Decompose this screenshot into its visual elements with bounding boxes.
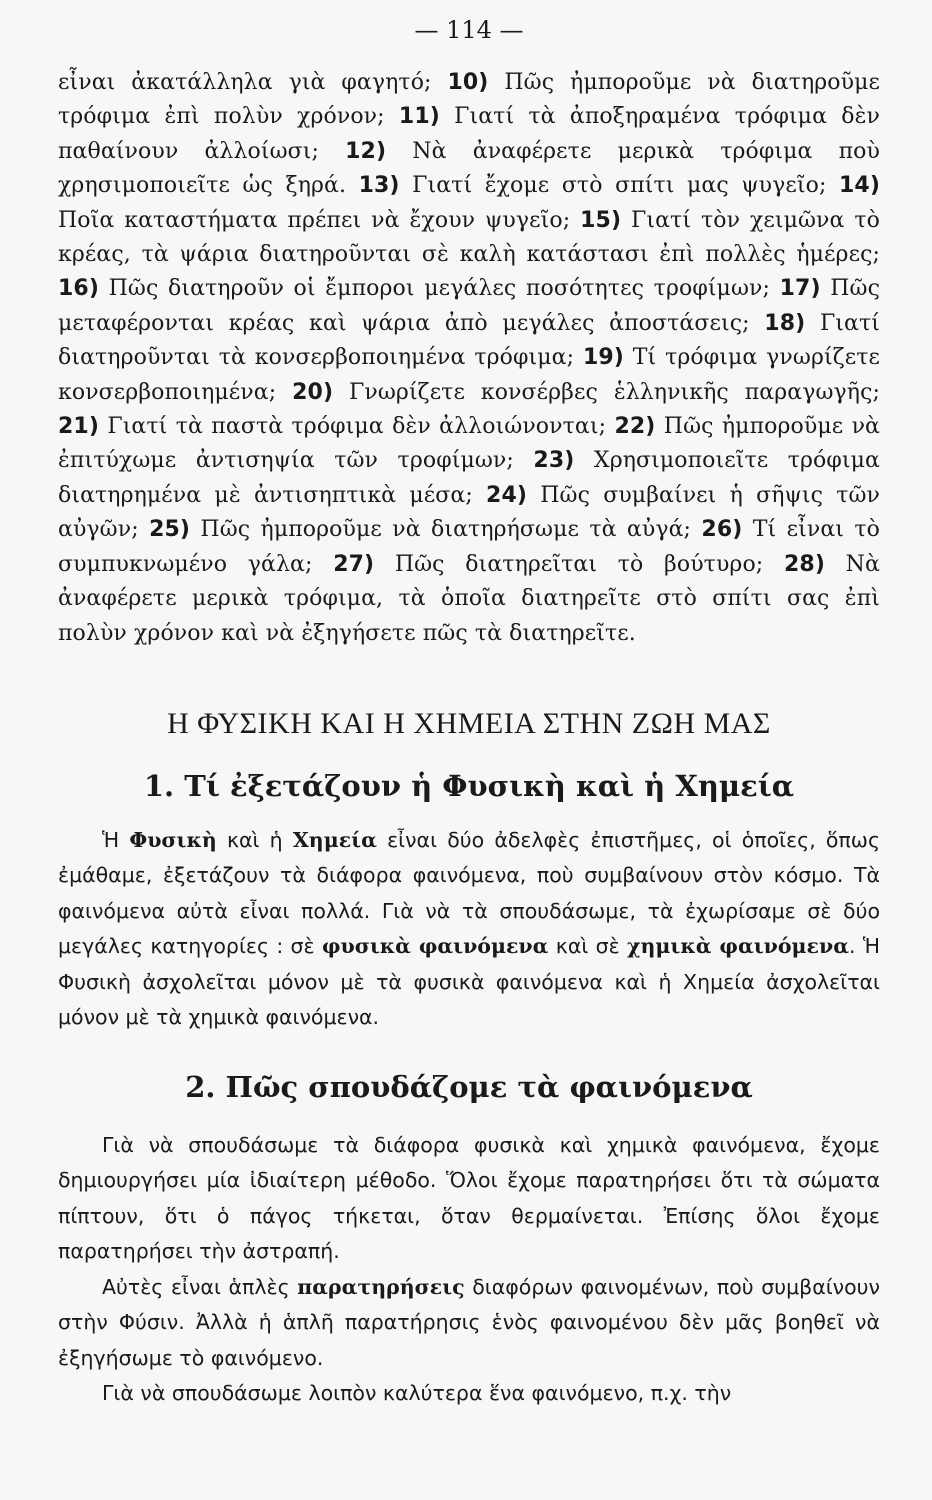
review-questions	[58, 66, 880, 651]
question-text: Γιατί τὰ παστὰ τρόφιμα δὲν ἀλλοιώνονται;	[98, 414, 615, 440]
question-text: Γιατί ἔχομε στὸ σπίτι μας ψυγεῖο;	[399, 173, 840, 199]
section-2-heading: 2. Πῶς σπουδάζομε τὰ φαινόμενα	[185, 1069, 753, 1104]
question-text: Πῶς ἠμποροῦμε νὰ διατηρήσωμε τὰ αὐγά;	[190, 517, 702, 543]
question-text: Πῶς διατηροῦν οἱ ἔμποροι μεγάλες ποσότητες τροφίμων;	[98, 276, 780, 302]
text-run: εἶναι δύο ἀδελφὲς ἐπιστῆμες, οἱ ὁποῖες, ὅπως ἐμάθαμε, ἐξετάζουν τὰ διάφορα φαινόμενα, ποὺ συμβαίνουν στὸν κόσμο. Τὰ φαινόμενα αὐτὰ εἶναι πολλά. Γιὰ νὰ τὰ σπουδάσωμε, τὰ ἐχωρίσαμε σὲ δύο μεγάλες κατηγορίες : σὲ	[58, 827, 881, 959]
question-text: Πῶς διατηρεῖται τὸ βούτυρο;	[374, 551, 785, 577]
text-run: καὶ ἡ	[216, 827, 293, 852]
question-number: 20)	[292, 379, 334, 405]
question-16	[58, 276, 780, 301]
question-21	[58, 414, 614, 439]
question-text: Πῶς μεταφέρονται κρέας καὶ ψάρια ἀπὸ μεγάλες ἀποστάσεις;	[58, 276, 880, 336]
question-number: 14)	[839, 173, 880, 199]
question-text: Γνωρίζετε κονσέρβες ἑλληνικῆς παραγωγῆς;	[333, 379, 880, 405]
question-text: Ποῖα καταστήματα πρέπει νὰ ἔχουν ψυγεῖο;	[58, 207, 581, 233]
question-text: Πῶς ἠμποροῦμε νὰ διατηροῦμε τρόφιμα ἐπὶ πολὺν χρόνον;	[58, 70, 880, 130]
term-chemical-phenomena: χημικὰ φαινόμενα	[627, 934, 850, 959]
question-number: 28)	[784, 551, 825, 577]
question-27	[333, 552, 784, 577]
question-number: 25)	[149, 517, 191, 543]
question-text: Χρησιμοποιεῖτε τρόφιμα διατηρημένα μὲ ἀντισηπτικὰ μέσα;	[58, 448, 880, 508]
question-number: 16)	[58, 276, 99, 302]
question-20	[292, 380, 880, 405]
section-1-paragraph	[58, 823, 880, 1036]
question-25	[149, 517, 701, 542]
question-text: Τί εἶναι τὸ συμπυκνωμένο γάλα;	[58, 517, 880, 577]
page-number: — 114 —	[414, 16, 524, 44]
text-run: Αὐτὲς εἶναι ἁπλὲς	[102, 1274, 298, 1299]
question-text: Πῶς συμβαίνει ἡ σῆψις τῶν αὐγῶν;	[58, 482, 880, 543]
section-2-paragraph-1: Γιὰ νὰ σπουδάσωμε τὰ διάφορα φυσικὰ καὶ χημικὰ φαινόμενα, ἔχομε δημιουργήσει μία ἰδιαίτερη μέθοδο. Ὅλοι ἔχομε παρατηρήσει ὅτι τὰ σώματα πίπτουν, ὅτι ὁ πάγος τήκεται, ὅταν θερμαίνεται. Ἐπίσης ὅλοι ἔχομε παρατηρήσει τὴν ἀστραπή.	[58, 1132, 880, 1264]
question-text: Γιατί τὸν χειμῶνα τὸ κρέας, τὰ ψάρια διατηροῦνται σὲ καλὴ κατάστασι ἐπὶ πολλὲς ἡμέρες;	[58, 207, 880, 268]
question-number: 17)	[779, 276, 821, 302]
text-run: Ἡ	[102, 827, 130, 852]
question-number: 12)	[345, 138, 387, 164]
question-number: 11)	[398, 104, 440, 130]
section-2-paragraph-3: Γιὰ νὰ σπουδάσωμε λοιπὸν καλύτερα ἕνα φαινόμενο, π.χ. τὴν	[102, 1381, 732, 1406]
question-number: 22)	[614, 414, 656, 440]
section-2-paragraph-2	[58, 1270, 880, 1377]
question-number: 15)	[580, 207, 622, 233]
question-number: 18)	[764, 310, 806, 336]
text-run: . Ἡ Φυσικὴ ἀσχολεῖται μόνον μὲ τὰ φυσικὰ φαινόμενα καὶ ἡ Χημεία ἀσχολεῖται μόνον μὲ τὰ χημικὰ φαινόμενα.	[58, 934, 880, 1030]
question-number: 10)	[447, 70, 489, 95]
question-text: Νὰ ἀναφέρετε μερικὰ τρόφιμα, τὰ ὁποῖα διατηρεῖτε στὸ σπίτι σας ἐπὶ πολὺν χρόνον καὶ νὰ ἐξηγήσετε πῶς τὰ διατηρεῖτε.	[58, 551, 880, 646]
term-observations: παρατηρήσεις	[297, 1274, 465, 1299]
section-1-heading: 1. Τί ἐξετάζουν ἡ Φυσικὴ καὶ ἡ Χημεία	[143, 768, 795, 803]
question-text: Πῶς ἠμποροῦμε νὰ ἐπιτύχωμε ἀντισηψία τῶν τροφίμων;	[58, 414, 880, 474]
text-run: διαφόρων φαινομένων, ποὺ συμβαίνουν στὴν Φύσιν. Ἀλλὰ ἡ ἁπλῆ παρατήρησις ἑνὸς φαινομένου δὲν μᾶς βοηθεῖ νὰ ἐξηγήσωμε τὸ φαινόμενο.	[58, 1274, 880, 1370]
question-number: 23)	[533, 448, 575, 474]
question-number: 26)	[701, 517, 743, 543]
term-physical-phenomena: φυσικὰ φαινόμενα	[321, 934, 549, 959]
question-number: 27)	[333, 551, 375, 577]
question-number: 21)	[58, 414, 99, 440]
question-13	[359, 173, 839, 198]
chapter-title: Η ΦΥΣΙΚΗ ΚΑΙ Η ΧΗΜΕΙΑ ΣΤΗΝ ΖΩΗ ΜΑΣ	[167, 706, 771, 740]
term-chemistry: Χημεία	[292, 827, 377, 852]
question-text: Γιατί διατηροῦνται τὰ κονσερβοποιημένα τρόφιμα;	[58, 310, 880, 371]
question-text: Νὰ ἀναφέρετε μερικὰ τρόφιμα ποὺ χρησιμοποιεῖτε ὡς ξηρά.	[58, 138, 880, 199]
text-run: καὶ σὲ	[548, 934, 628, 959]
question-continuation: εἶναι ἀκατάλληλα γιὰ φαγητό;	[58, 70, 448, 95]
question-text: Γιατί τὰ ἀποξηραμένα τρόφιμα δὲν παθαίνουν ἀλλοίωσι;	[58, 104, 880, 164]
question-number: 13)	[358, 173, 400, 199]
question-number: 24)	[486, 482, 528, 508]
question-number: 19)	[582, 345, 624, 371]
term-physics: Φυσικὴ	[129, 827, 217, 852]
question-text: Τί τρόφιμα γνωρίζετε κονσερβοποιημένα;	[58, 345, 880, 405]
